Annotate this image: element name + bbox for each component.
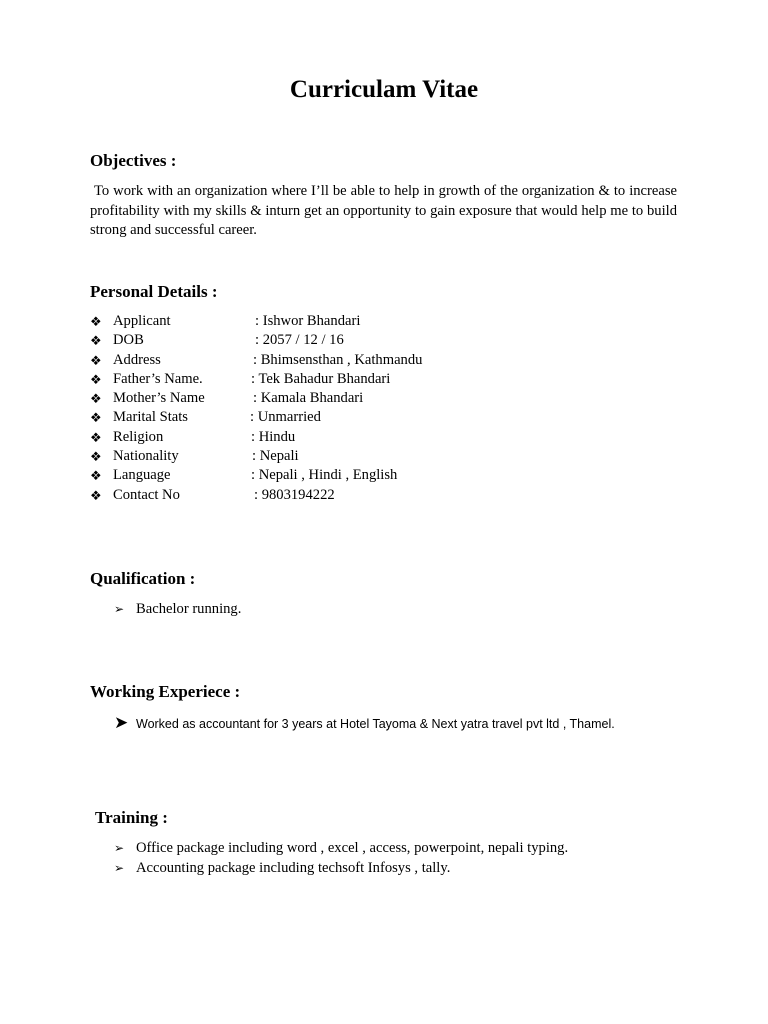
working-experience-heading: Working Experiece :: [90, 682, 241, 701]
objectives-text: To work with an organization where I’ll be able to help in growth of the organization & to increase profitability with my skills & inturn get an opportunity to gain exposure that would help me to build strong and successful career.: [90, 183, 677, 238]
diamond-bullet-icon: ❖: [90, 391, 102, 407]
arrow-bullet-icon: ➢: [114, 602, 125, 616]
diamond-bullet-icon: ❖: [90, 333, 102, 349]
detail-label: Religion: [113, 428, 164, 445]
detail-label: Nationality: [113, 448, 179, 465]
list-item: [90, 312, 510, 331]
detail-label: Father’s Name.: [113, 370, 203, 387]
detail-value: : Hindu: [251, 428, 296, 445]
diamond-bullet-icon: ❖: [90, 468, 102, 484]
diamond-bullet-icon: ❖: [90, 371, 102, 387]
list-item: [90, 389, 510, 408]
detail-value: : Nepali: [252, 448, 299, 465]
detail-label: Mother’s Name: [113, 390, 205, 407]
diamond-bullet-icon: ❖: [90, 314, 102, 329]
detail-value: : Unmarried: [250, 409, 321, 426]
detail-value: : Nepali , Hindi , English: [251, 467, 398, 484]
diamond-bullet-icon: ❖: [90, 449, 102, 465]
detail-value: : 9803194222: [254, 486, 335, 503]
detail-label: Applicant: [113, 313, 171, 329]
detail-value: : Kamala Bhandari: [253, 390, 364, 407]
diamond-bullet-icon: ❖: [90, 352, 102, 368]
qualification-heading: Qualification :: [90, 569, 196, 588]
diamond-bullet-icon: ❖: [90, 410, 102, 426]
cv-page: Curriculam Vitae Objectives : To work with an organization where I’ll be able to help in growth of the organization & to increase profitability with my skills & inturn get an opportunity to gain exposure that would help me to build strong and successful career. Personal Details : ❖ Applicant : Ishwor Bhandari ❖ DOB : 2057 / 12 / 16 ❖ Address : Bhimsensthan , Kathmandu ❖ Father’s Name. : Tek Bahadur Bhandari ❖ Mother’s Name : Kamala Bhandari ❖ Marital Stats : Unmarried ❖ Religion : Hindu ❖ Nationality : Nepali ❖ Language : Nepali , Hindi , English ❖ Contact No : 9803194222 Qualification : ➢ Bachelor running. Working Experiece : ➤ Worked as accountant for 3 years at Hotel Tayoma & Next yatra travel pvt ltd , Thamel. Training : ➢ Office package including word , excel , access, powerpoint, nepali typing. ➢ Accounting package including techsoft Infosys , tally.: [0, 0, 768, 1024]
list-item: [90, 408, 510, 427]
list-item: [90, 466, 510, 485]
arrow-bullet-icon: ➤: [114, 713, 129, 732]
detail-label: Language: [113, 467, 171, 484]
personal-details-list: [90, 312, 510, 505]
list-item: [90, 428, 510, 447]
detail-label: Contact No: [113, 486, 180, 503]
detail-label: Marital Stats: [113, 409, 188, 426]
page-title: Curriculam Vitae: [289, 76, 479, 103]
detail-label: Address: [113, 351, 161, 368]
diamond-bullet-icon: ❖: [90, 487, 102, 503]
personal-details-heading: Personal Details :: [90, 282, 218, 301]
detail-label: DOB: [113, 332, 144, 349]
detail-value: : Tek Bahadur Bhandari: [251, 370, 391, 387]
list-item: [90, 331, 510, 350]
diamond-bullet-icon: ❖: [90, 429, 102, 445]
detail-value: : 2057 / 12 / 16: [255, 332, 344, 349]
list-item: [90, 351, 510, 370]
detail-value: : Bhimsensthan , Kathmandu: [253, 351, 423, 368]
arrow-bullet-icon: ➢: [114, 861, 125, 875]
detail-value: : Ishwor Bhandari: [255, 313, 361, 329]
objectives-heading: Objectives :: [90, 151, 177, 170]
arrow-bullet-icon: ➢: [114, 841, 125, 855]
list-item: [90, 447, 510, 466]
training-heading: Training :: [95, 808, 168, 827]
list-item: [90, 486, 510, 505]
list-item: [90, 370, 510, 389]
